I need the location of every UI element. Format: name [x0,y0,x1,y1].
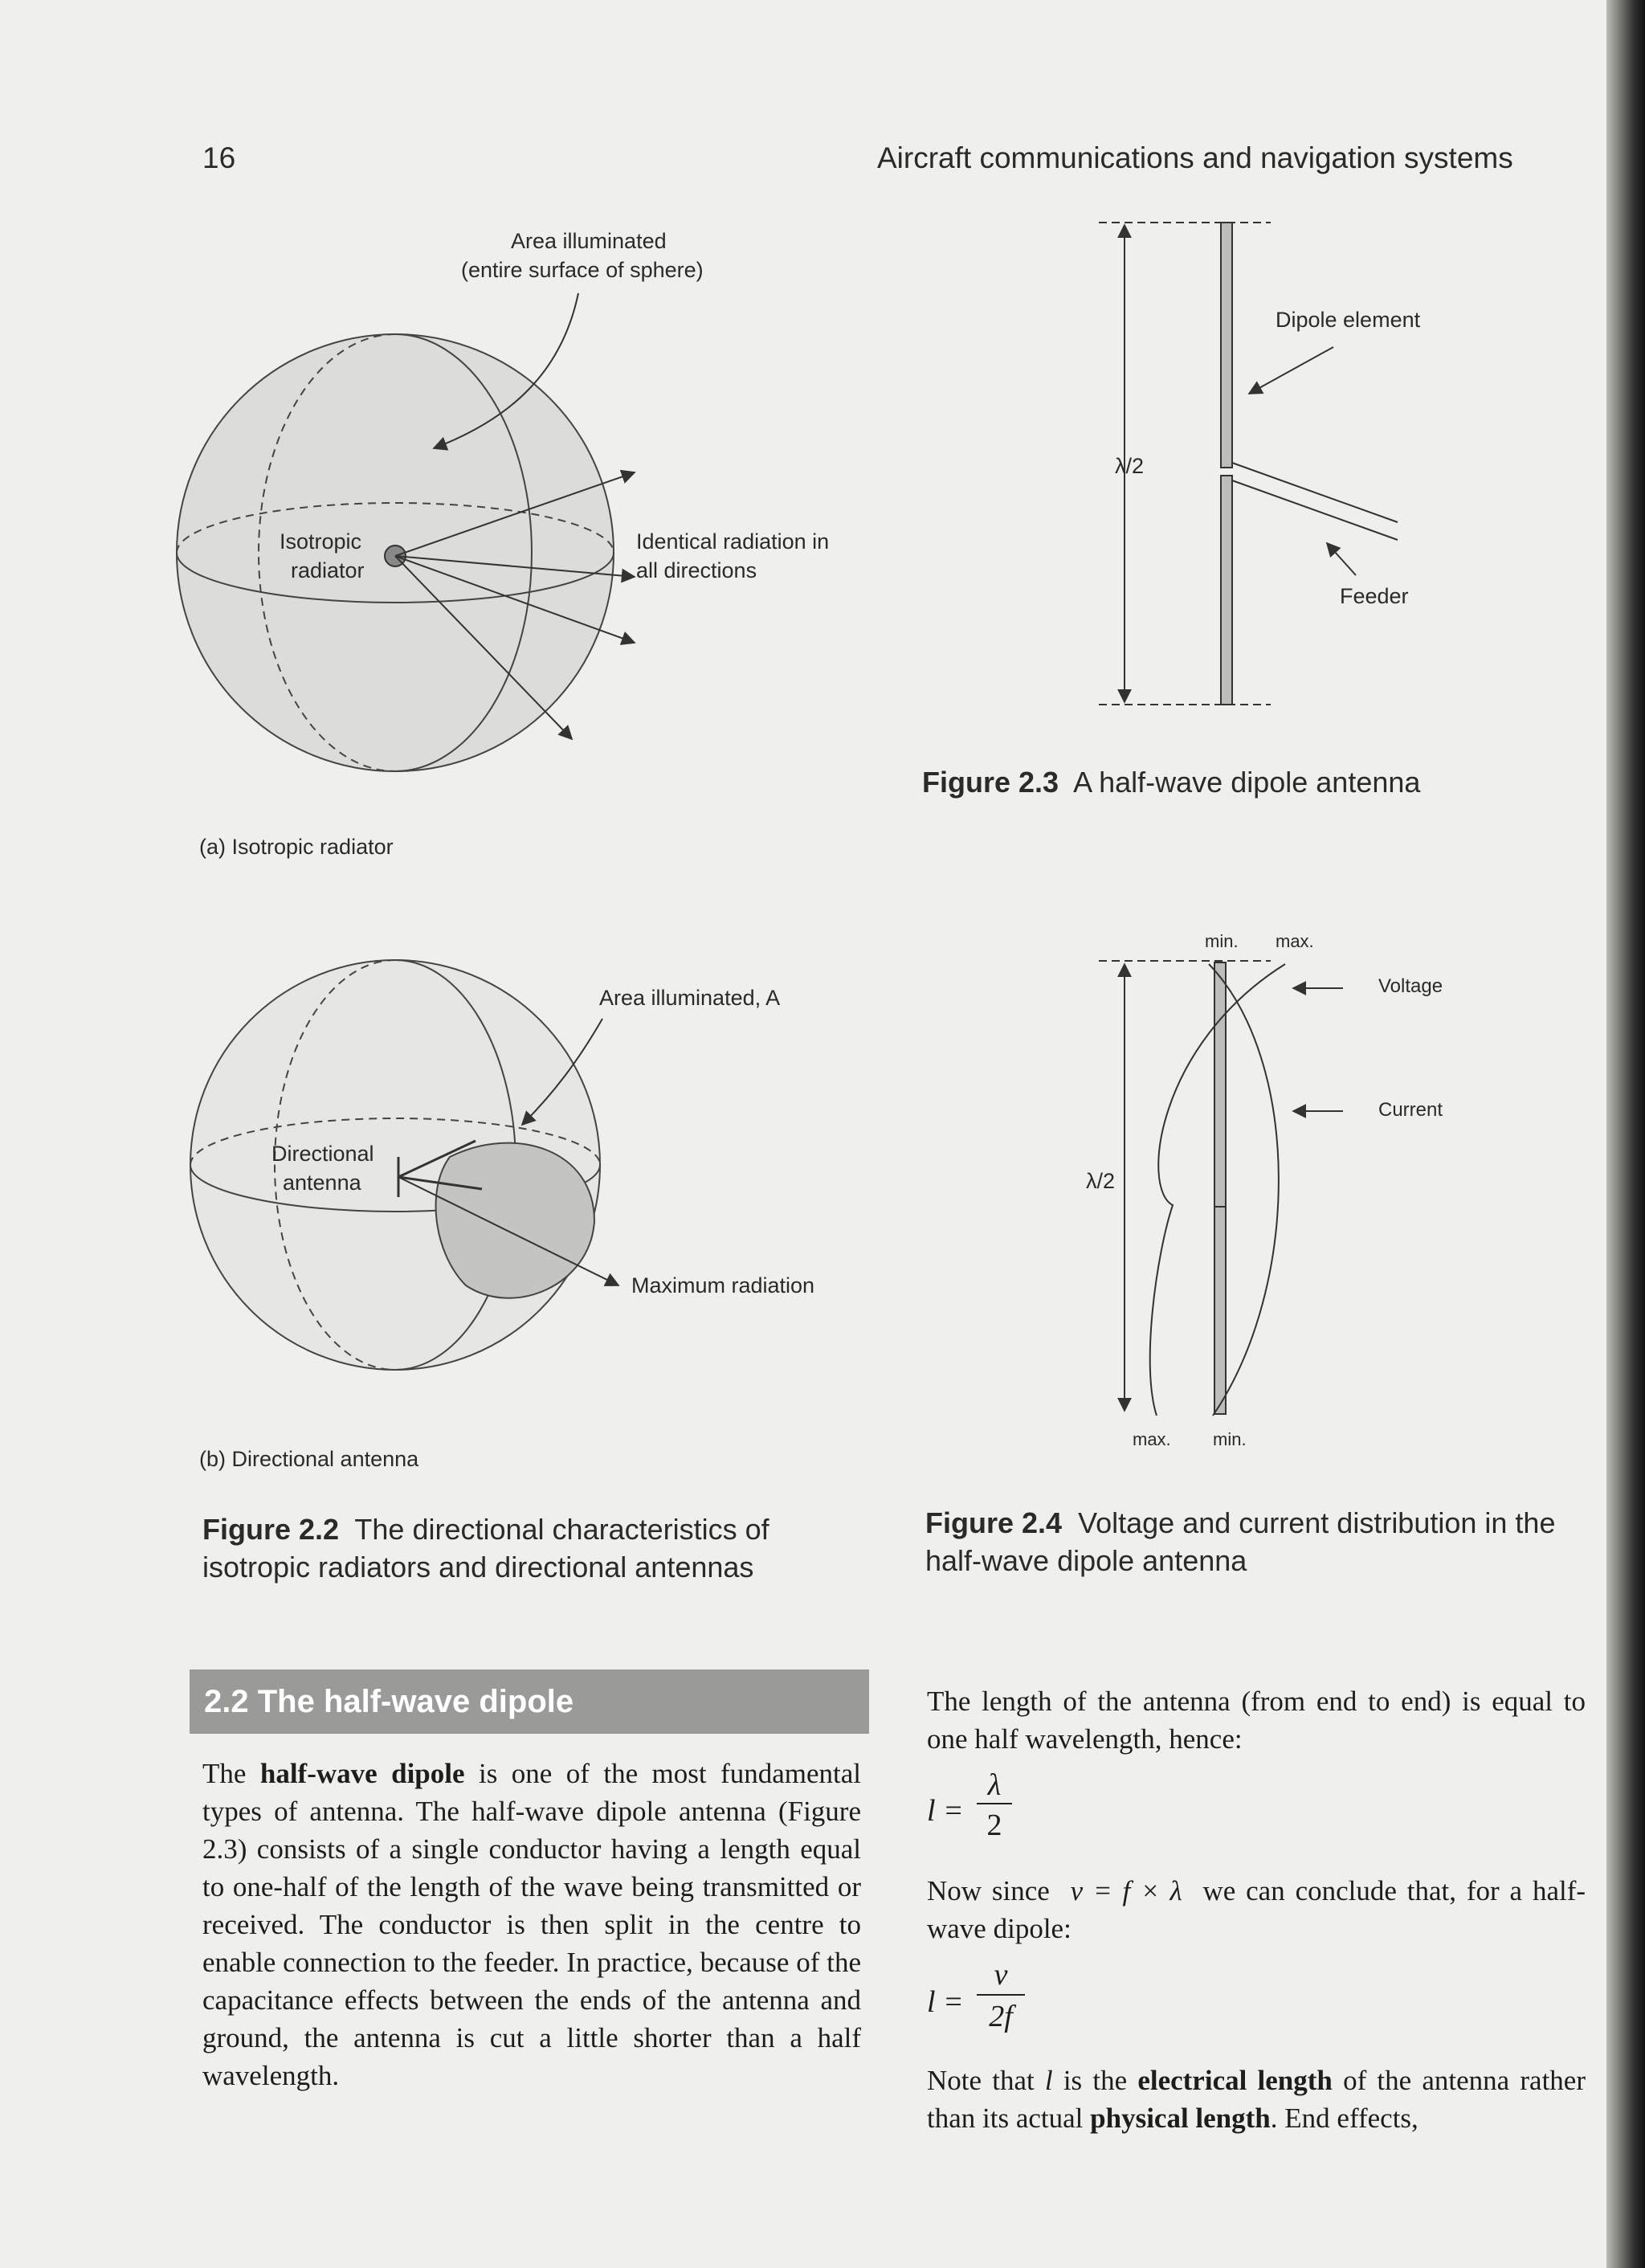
fig22a-sublabel: (a) Isotropic radiator [199,835,394,859]
page-number: 16 [202,141,236,174]
equation-2: l = v 2f [927,1957,1104,2045]
directional-sphere [190,960,618,1370]
dipole-lower-4 [1214,1207,1226,1414]
fig22a-area-label-1: Area illuminated [511,229,667,253]
fig22a-identical-label-2: all directions [636,558,757,582]
fig24-bottom-min: min. [1213,1429,1247,1449]
fig23-lambda-label: λ/2 [1115,454,1145,478]
illuminated-area [436,1143,594,1298]
equation-1: l = λ 2 [927,1767,1104,1856]
term-half-wave-dipole: half-wave dipole [259,1758,465,1789]
isotropic-sphere [177,293,635,771]
fig22a-area-label-2: (entire surface of sphere) [461,258,704,282]
fig22b-directional-label-1: Directional [271,1142,374,1166]
caption-number: Figure 2.2 [202,1513,340,1546]
term-physical-length: physical length [1090,2102,1271,2134]
term-electrical-length: electrical length [1137,2065,1333,2096]
fig22b-sublabel: (b) Directional antenna [199,1447,419,1471]
fig24-voltage-label: Voltage [1378,975,1443,997]
fig24-bottom-max: max. [1133,1429,1171,1449]
figure-2-4-caption [925,1504,1600,1579]
left-paragraph: The half-wave dipole is one of the most fundamental types of antenna. The half-wave dipole antenna (Figure 2.3) consists of a single conductor having a length equal to one-half of the length of the wave being transmitted or received. The conductor is then split in the centre to enable connection to the feeder. In practice, because of the capacitance effects between the ends of the antenna and ground, the antenna is cut a little shorter than a half wavelength. [202,1758,861,2091]
fig23-dipole-element-label: Dipole element [1276,308,1421,332]
running-title: Aircraft communications and navigation systems [877,141,1513,174]
fig22a-isotropic-label-1: Isotropic [280,529,362,554]
right-paragraph-2: Now since v = f × λ we can conclude that, for a half-wave dipole: [927,1875,1586,1944]
caption-text: Voltage and current distribution in the half-wave dipole antenna [925,1506,1556,1577]
right-paragraph-3: Note that l is the electrical length of the antenna rather than its actual physical length. End effects, [927,2065,1586,2134]
figure-2-4 [1099,961,1343,1416]
caption-text: A half-wave dipole antenna [1073,766,1421,799]
dipole-element-lower [1221,476,1232,705]
dipole-upper-4 [1214,962,1226,1208]
equation-inline: v = f × λ [1070,1875,1182,1906]
caption-text: The directional characteristics of isotropic radiators and directional antennas [202,1513,769,1584]
fig22b-maximum-label: Maximum radiation [631,1273,815,1297]
right-paragraph-1: The length of the antenna (from end to end) is equal to one half wavelength, hence: [927,1686,1586,1755]
fig23-feeder-label: Feeder [1340,584,1409,608]
fig24-lambda-label: λ/2 [1086,1169,1116,1193]
fig22b-area-label: Area illuminated, A [599,986,781,1010]
fig24-top-min: min. [1205,931,1239,951]
caption-number: Figure 2.4 [925,1506,1063,1539]
figure-2-2-caption [202,1510,877,1586]
fig22a-identical-label-1: Identical radiation in [636,529,830,554]
dipole-element-upper [1221,223,1232,468]
fig24-current-label: Current [1378,1099,1443,1121]
caption-number: Figure 2.3 [922,766,1059,799]
section-heading: 2.2 The half-wave dipole [190,1669,869,1734]
fig22a-isotropic-label-2: radiator [291,558,365,582]
fig22b-directional-label-2: antenna [283,1171,361,1195]
figure-2-3-caption [922,763,1597,801]
fig24-top-max: max. [1276,931,1314,951]
